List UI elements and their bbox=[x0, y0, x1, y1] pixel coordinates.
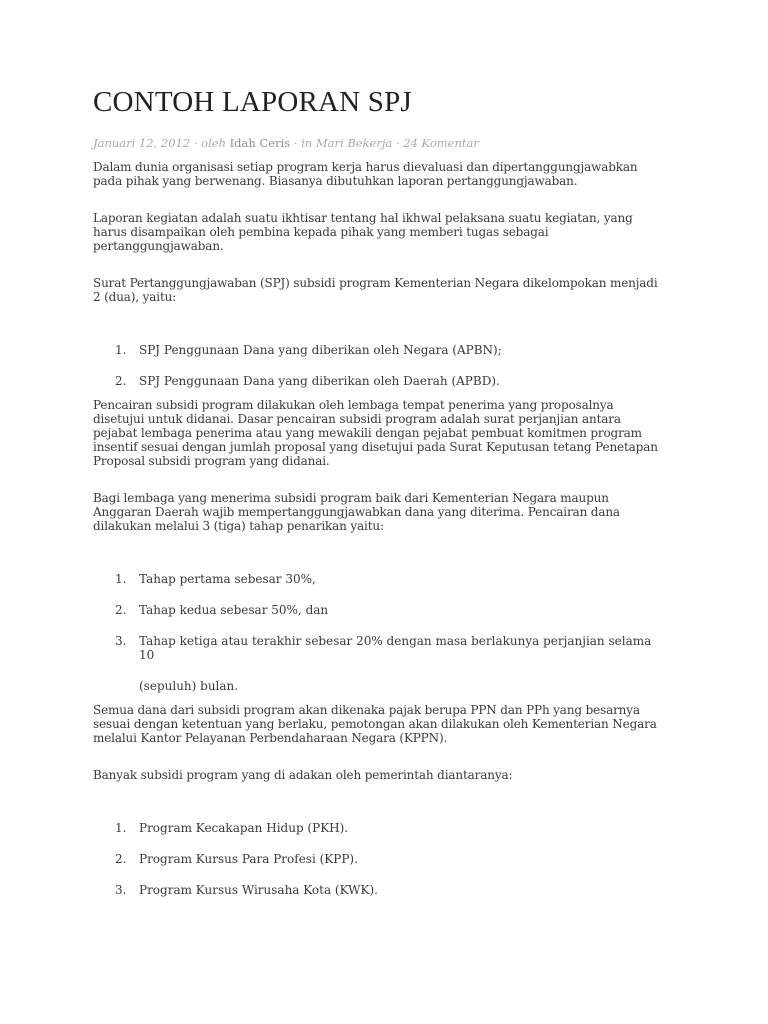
list-item bbox=[93, 821, 668, 835]
paragraph-pajak: Semua dana dari subsidi program akan dikenaka pajak berupa PPN dan PPh yang besarnya sesuai dengan ketentuan yang berlaku, pemotongan akan dilakukan oleh Kementerian Negara melalui Kantor Pelayanan Perbendaharaan Negara (KPPN). bbox=[93, 703, 657, 745]
post-date[interactable]: Januari 12, 2012 bbox=[93, 136, 191, 150]
list-item-text: Program Kursus Wirusaha Kota (KWK). bbox=[139, 883, 378, 897]
list-number: 1. bbox=[115, 572, 127, 586]
meta-separator: · bbox=[190, 136, 202, 150]
comments-link[interactable]: 24 Komentar bbox=[403, 136, 479, 150]
list-item bbox=[93, 852, 668, 866]
meta-by-label: oleh bbox=[201, 136, 230, 150]
list-number: 1. bbox=[115, 821, 127, 835]
paragraph-intro: Dalam dunia organisasi setiap program kerja harus dievaluasi dan dipertanggungjawabkan pada pihak yang berwenang. Biasanya dibutuhkan laporan pertanggungjawaban. bbox=[93, 160, 638, 188]
list-item-continuation: (sepuluh) bulan. bbox=[139, 679, 239, 693]
paragraph-pencairan: Pencairan subsidi program dilakukan oleh lembaga tempat penerima yang proposalnya disetujui untuk didanai. Dasar pencairan subsidi program adalah surat perjanjian antara pejabat lembaga penerima atau yang mewakili dengan pejabat pembuat komitmen program insentif sesuai dengan jumlah proposal yang disetujui pada Surat Keputusan tetang Penetapan Proposal subsidi program yang didanai. bbox=[93, 398, 658, 468]
tahap-list bbox=[93, 572, 668, 662]
paragraph-definition: Laporan kegiatan adalah suatu ikhtisar tentang hal ikhwal pelaksana suatu kegiatan, yang harus disampaikan oleh pembina kepada pihak yang memberi tugas sebagai pertanggungjawaban. bbox=[93, 211, 633, 253]
list-item bbox=[93, 572, 668, 586]
article-title: CONTOH LAPORAN SPJ bbox=[93, 86, 412, 118]
list-item bbox=[93, 883, 668, 897]
list-item-text: Tahap ketiga atau terakhir sebesar 20% dengan masa berlakunya perjanjian selama 10 bbox=[139, 634, 652, 662]
category-link[interactable]: Mari Bekerja bbox=[315, 136, 393, 150]
list-item bbox=[93, 634, 668, 662]
list-item-text: Tahap kedua sebesar 50%, dan bbox=[139, 603, 329, 617]
list-item bbox=[93, 374, 668, 388]
list-item bbox=[93, 343, 668, 357]
list-item-text: SPJ Penggunaan Dana yang diberikan oleh Daerah (APBD). bbox=[139, 374, 500, 388]
list-number: 3. bbox=[115, 883, 127, 897]
list-number: 1. bbox=[115, 343, 127, 357]
paragraph-program-intro: Banyak subsidi program yang di adakan oleh pemerintah diantaranya: bbox=[93, 768, 513, 782]
list-item bbox=[93, 603, 668, 617]
list-number: 2. bbox=[115, 852, 127, 866]
list-item-text: Program Kursus Para Profesi (KPP). bbox=[139, 852, 358, 866]
list-number: 2. bbox=[115, 603, 127, 617]
author-link[interactable]: Idah Ceris bbox=[229, 136, 291, 150]
list-number: 3. bbox=[115, 634, 127, 648]
meta-in-label: · in bbox=[290, 136, 316, 150]
list-number: 2. bbox=[115, 374, 127, 388]
list-item-text: Program Kecakapan Hidup (PKH). bbox=[139, 821, 349, 835]
program-list bbox=[93, 821, 668, 897]
meta-separator: · bbox=[392, 136, 404, 150]
article bbox=[93, 84, 668, 897]
article-meta bbox=[93, 135, 668, 151]
spj-list bbox=[93, 343, 668, 388]
paragraph-tahap: Bagi lembaga yang menerima subsidi program baik dari Kementerian Negara maupun Anggaran Daerah wajib mempertanggungjawabkan dana yang diterima. Pencairan dana dilakukan melalui 3 (tiga) tahap penarikan yaitu: bbox=[93, 491, 620, 533]
list-item-text: SPJ Penggunaan Dana yang diberikan oleh Negara (APBN); bbox=[139, 343, 502, 357]
paragraph-spj-groups: Surat Pertanggungjawaban (SPJ) subsidi program Kementerian Negara dikelompokan menjadi 2 (dua), yaitu: bbox=[93, 276, 658, 304]
list-item-text: Tahap pertama sebesar 30%, bbox=[139, 572, 316, 586]
